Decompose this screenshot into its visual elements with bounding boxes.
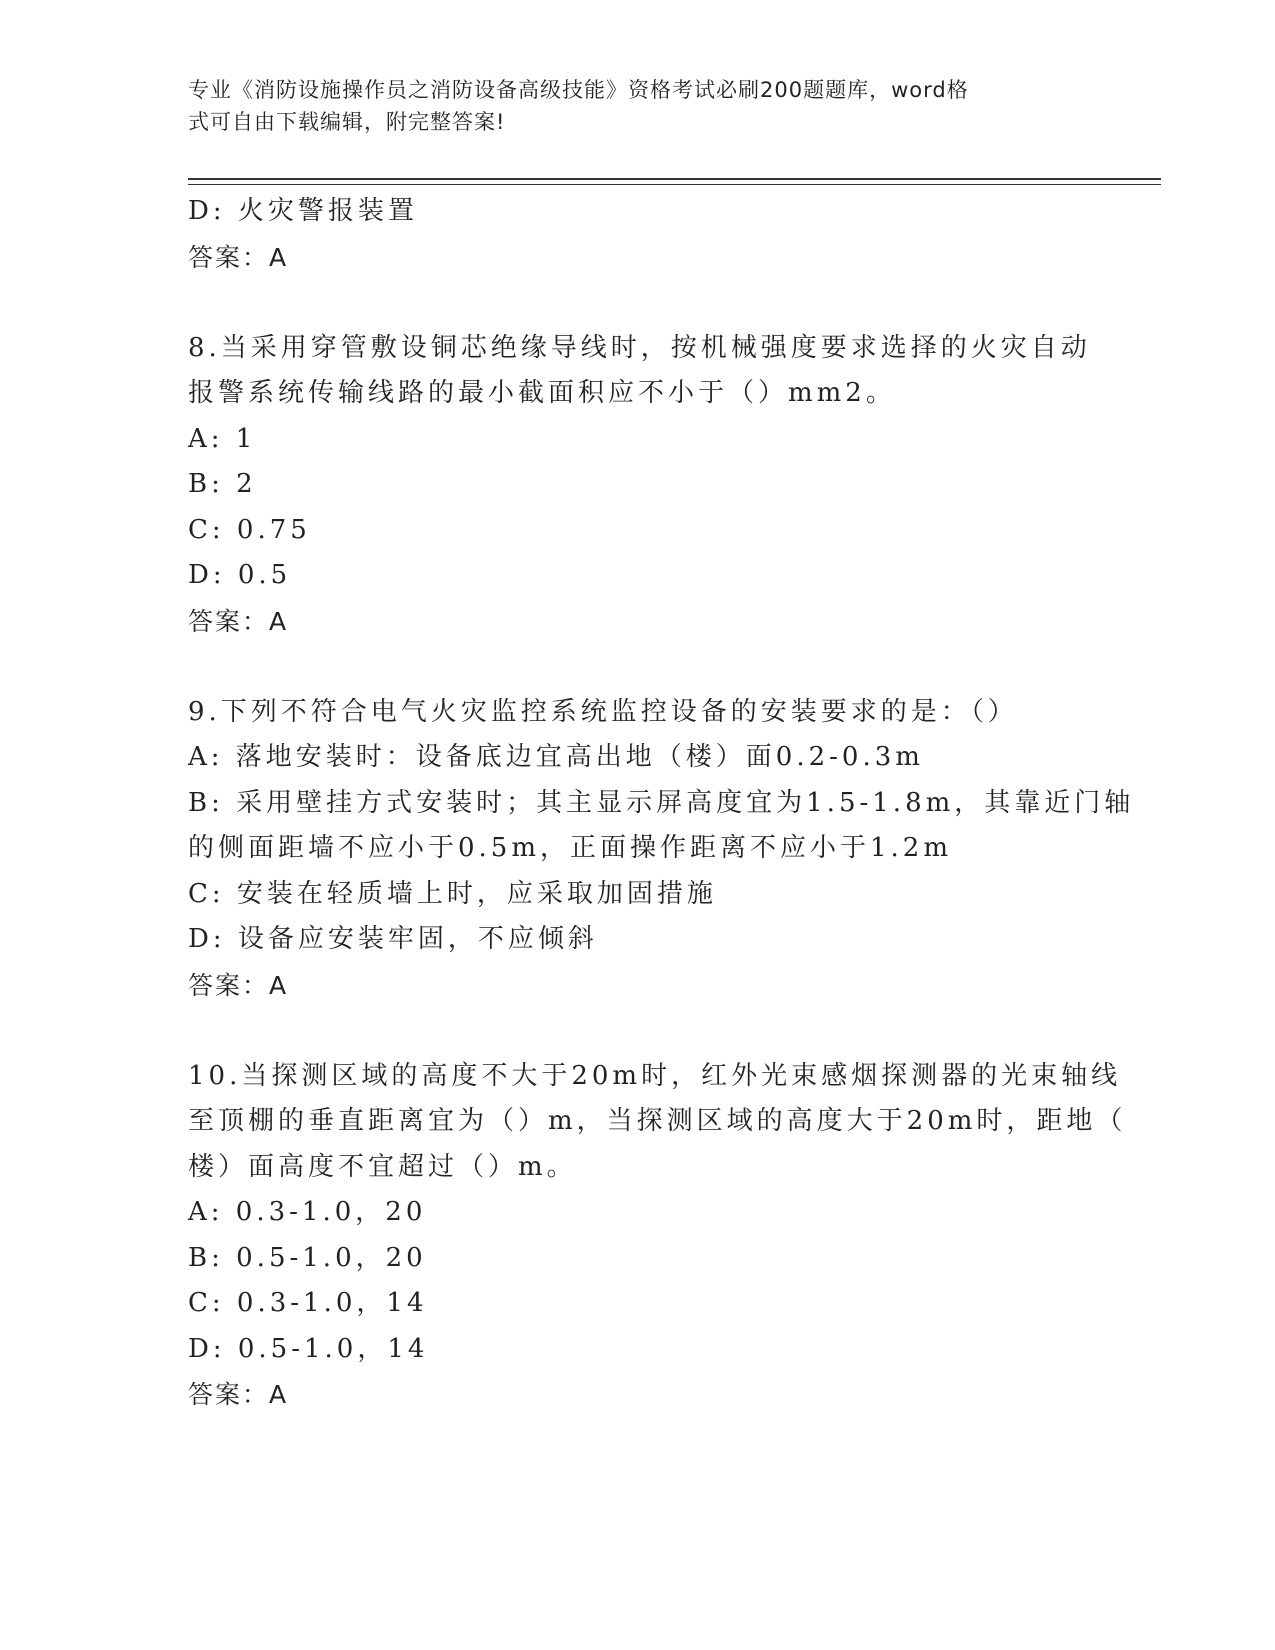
option-c: C: 0.3-1.0，14 (188, 1288, 428, 1318)
option-c: C: 0.75 (188, 514, 311, 545)
question-stem-line: 9.下列不符合电气火灾监控系统监控设备的安装要求的是：（） (188, 696, 1018, 727)
question-stem-line: 至顶棚的垂直距离宜为（）m，当探测区域的高度大于20m时，距地（ (188, 1106, 1127, 1136)
previous-question-option-d: D: 火灾警报装置 (188, 196, 418, 226)
header-divider-thin (188, 184, 1161, 185)
option-a: A: 0.3-1.0，20 (188, 1197, 427, 1227)
question-stem-line: 8.当采用穿管敷设铜芯绝缘导线时，按机械强度要求选择的火灾自动 (188, 332, 1091, 363)
question-8 (188, 326, 1091, 645)
spacer (188, 1008, 1088, 1054)
option-d: D: 0.5-1.0，14 (188, 1333, 429, 1364)
question-10 (188, 1054, 1127, 1418)
option-a: A: 1 (188, 423, 257, 454)
answer-label: 答案：A (188, 1380, 289, 1409)
spacer (188, 644, 1088, 690)
header-line-2: 式可自由下载编辑，附完整答案! (188, 110, 506, 134)
page-header (188, 74, 1068, 138)
option-b: B: 采用壁挂方式安装时；其主显示屏高度宜为1.5-1.8m，其靠近门轴 (188, 787, 1135, 818)
option-b: B: 2 (188, 469, 257, 499)
question-content (188, 189, 1135, 1418)
answer-label: 答案：A (188, 970, 289, 1000)
question-9 (188, 690, 1135, 1009)
option-b-continued: 的侧面距墙不应小于0.5m，正面操作距离不应小于1.2m (188, 833, 953, 863)
question-stem-line: 10.当探测区域的高度不大于20m时，红外光束感烟探测器的光束轴线 (188, 1060, 1122, 1091)
answer-label: 答案：A (188, 606, 289, 636)
previous-question-answer: 答案：A (188, 242, 289, 272)
question-stem-line: 楼）面高度不宜超过（）m。 (188, 1151, 577, 1182)
header-divider-thick (188, 178, 1161, 180)
option-a: A: 落地安装时：设备底边宜高出地（楼）面0.2-0.3m (188, 742, 924, 772)
question-stem-line: 报警系统传输线路的最小截面积应不小于（）mm2。 (188, 378, 896, 408)
spacer (188, 280, 1088, 326)
option-d: D: 0.5 (188, 560, 292, 590)
header-line-1: 专业《消防设施操作员之消防设备高级技能》资格考试必刷200题题库，word格 (188, 78, 969, 102)
option-c: C: 安装在轻质墙上时，应采取加固措施 (188, 878, 717, 909)
option-b: B: 0.5-1.0，20 (188, 1242, 427, 1273)
option-d: D: 设备应安装牢固，不应倾斜 (188, 924, 598, 954)
